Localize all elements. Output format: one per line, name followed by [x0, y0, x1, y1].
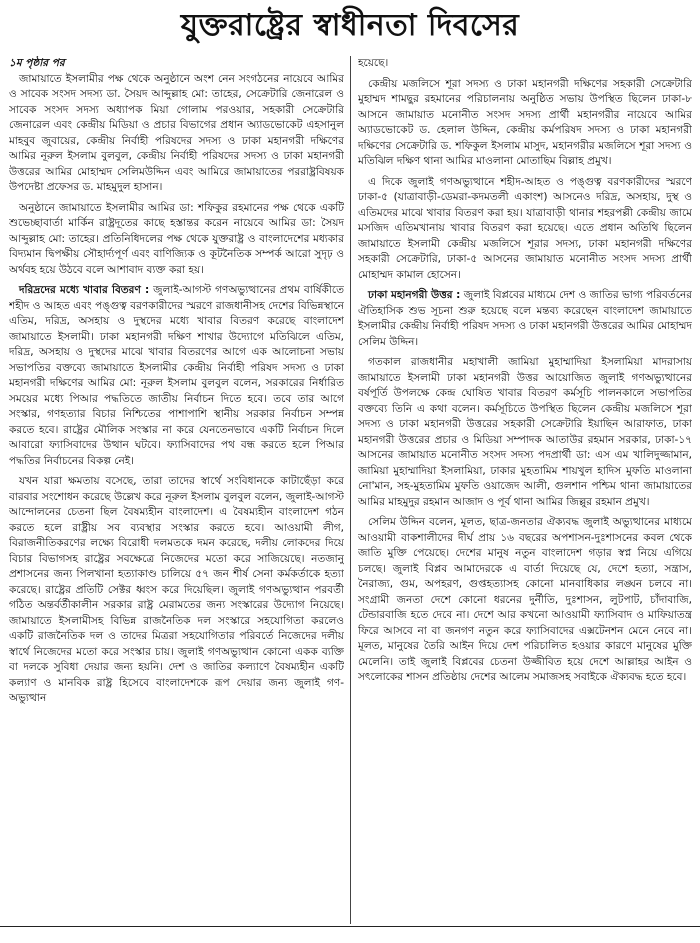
paragraph	[9, 283, 344, 469]
paragraph: কেন্দ্রীয় মজলিসে শূরা সদস্য ও ঢাকা মহানগরী দক্ষিণের সহকারী সেক্রেটারি মুহাম্মদ শামছুর রহমানের পরিচালনায় অনুষ্ঠিত সভায় উপস্থিত ছিলেন ঢাকা-৮ আসনে জামায়াত মনোনীত সংসদ সদস্য প্রার্থী মহানগরীর নায়েবে আমির অ্যাডভোকেট ড. হেলাল উদ্দিন, কেন্দ্রীয় কর্মপরিষদ সদস্য ও ঢাকা মহানগরী দক্ষিণের সেক্রেটারি ড. শফিকুল ইসলাম মাসুদ, মহানগরীর মজলিসে শূরা সদস্য ও মতিঝিল দক্ষিণ থানা আমির মাওলানা মোতাছিম বিল্লাহ প্রমুখ।	[358, 77, 692, 167]
paragraph	[358, 288, 692, 350]
column-divider	[350, 56, 351, 924]
left-column	[9, 56, 344, 924]
paragraph: জামায়াতে ইসলামীর পক্ষ থেকে অনুষ্ঠানে অংশ নেন সংগঠনের নায়েবে আমির ও সাবেক সংসদ সদস্য ডা. সৈয়দ আব্দুল্লাহ মো: তাহের, সেক্রেটারি জেনারেল ও সাবেক সংসদ সদস্য অধ্যাপক মিয়া গোলাম পরওয়ার, সহকারী সেক্রেটারি জেনারেল এবং কেন্দ্রীয় মিডিয়া ও প্রচার বিভাগের প্রধান অ্যাডভোকেট এহসানুল মাহবুব জুবায়ের, কেন্দ্রীয় নির্বাহী পরিষদের সদস্য ও ঢাকা মহানগরী দক্ষিণের আমির নূরুল ইসলাম বুলবুল, কেন্দ্রীয় নির্বাহী পরিষদের সদস্য ও ঢাকা মহানগরী উত্তরের আমির মোহাম্মদ সেলিমউদ্দিন এবং আমিরে জামায়াতের পররাষ্ট্রবিষয়ক উপদেষ্টা প্রফেসর ড. মাহমুদুল হাসান।	[9, 72, 344, 193]
paragraph: অনুষ্ঠানে জামায়াতে ইসলামীর আমির ডা: শফিকুর রহমানের পক্ষ থেকে একটি শুভেচ্ছাবার্তা মার্কিন রাষ্ট্রদূতের কাছে হস্তান্তর করেন নায়েবে আমির ডা: সৈয়দ আব্দুল্লাহ মো: তাহের। প্রতিনিধিদলের পক্ষ থেকে যুক্তরাষ্ট্র ও বাংলাদেশের মধ্যকার বিদ্যমান দ্বিপক্ষীয় সৌহার্দ্যপূর্ণ এবং বাণিজ্যিক ও কূটনৈতিক সম্পর্ক আরো সুদৃঢ় ও অর্থবহ হয়ে উঠবে বলে আশাবাদ ব্যক্ত করা হয়।	[9, 201, 344, 276]
subheading-food-distribution: দরিদ্রদের মধ্যে খাবার বিতরণ :	[19, 284, 150, 296]
paragraph: এ দিকে জুলাই গণঅভ্যুত্থানে শহীদ-আহত ও পঙ্গুত্ব বরণকারীদের স্মরণে ঢাকা-৫ (যাত্রাবাড়ী-ডেমরা-কদমতলী একাংশ) আসনেও দরিদ্র, অসহায়, দুস্থ ও এতিমদের মাঝে খাবার বিতরণ করা হয়। যাত্রাবাড়ী থানার শহরপল্লী কেন্দ্রীয় জামে মসজিদ এতিমখানায় খাবার বিতরণ করা হয়েছে। এতে প্রধান অতিথি ছিলেন জামায়াতে ইসলামী কেন্দ্রীয় মজলিসে শূরার সদস্য, ঢাকা মহানগরী দক্ষিণের সহকারী সেক্রেটারি, ঢাকা-৫ আসনের জামায়াত মনোনীত সংসদ সদস্য প্রার্থী মোহাম্মদ কামাল হোসেন।	[358, 175, 692, 281]
paragraph-text: জুলাই বিপ্লবের মাধ্যমে দেশ ও জাতির ভাগ্য পরিবর্তনের ঐতিহাসিক শুভ সূচনা শুরু হয়েছে বলে মন্তব্য করেছেন বাংলাদেশ জামায়াতে ইসলামীর কেন্দ্রীয় নির্বাহী পরিষদ সদস্য ও ঢাকা মহানগরী উত্তরের আমির মোহাম্মদ সেলিম উদ্দিন।	[358, 289, 692, 348]
paragraph: হয়েছে।	[358, 57, 389, 69]
paragraph-text: জুলাই-আগস্ট গণঅভ্যুত্থানের প্রথম বার্ষিকীতে শহীদ ও আহত এবং পঙ্গুত্ব বরণকারীদের স্মরণে রাজধানীসহ দেশের বিভিন্নস্থানে এতিম, দরিদ্র, অসহায় ও দুস্থদের মধ্যে খাবার বিতরণ করেছে বাংলাদেশ জামায়াতে ইসলামী। ঢাকা মহানগরী দক্ষিণ শাখার উদ্যোগে মতিঝিলে এতিম, দরিদ্র, অসহায় ও দুস্থদের মাঝে খাবার বিতরণের আগে এক আলোচনা সভায় সভাপতির বক্তব্যে জামায়াতে ইসলামীর কেন্দ্রীয় নির্বাহী পরিষদ সদস্য ও ঢাকা মহানগরী দক্ষিণের আমির মো: নূরুল ইসলাম বুলবুল বলেন, সরকারের নির্ধারিত সময়ের মধ্যে পিআর পদ্ধতিতে জাতীয় নির্বাচন দিতে হবে। তবে তার আগে সংস্কার, গণহত্যার বিচার নিশ্চিতের পাশাপাশি স্থানীয় সরকার নির্বাচন সম্পন্ন করতে হবে। রাষ্ট্রের মৌলিক সংস্কার না করে যেনতেনভাবে একটি নির্বাচন দিলে আবারো ফ্যাসিবাদের উত্থান ঘটবে। ফ্যাসিবাদের পথ বন্ধ করতে হলে পিআর পদ্ধতির নির্বাচনের বিকল্প নেই।	[9, 284, 344, 467]
headline: যুক্তরাষ্ট্রের স্বাধীনতা দিবসের	[180, 8, 520, 43]
subheading-dhaka-north: ঢাকা মহানগরী উত্তর :	[368, 289, 461, 301]
footer-rule	[0, 926, 700, 943]
paragraph: গতকাল রাজধানীর মহাখালী জামিয়া মুহাম্মাদিয়া ইসলামিয়া মাদরাসায় জামায়াতে ইসলামী ঢাকা মহানগরী উত্তর আয়োজিত জুলাই গণঅভ্যুত্থানের বর্ষপূর্তি উপলক্ষে কেন্দ্র ঘোষিত খাবার বিতরণ কর্মসূচি পালনকালে সভাপতির বক্তব্যে তিনি এ কথা বলেন। কর্মসূচিতে উপস্থিত ছিলেন কেন্দ্রীয় মজলিসে শূরা সদস্য ও ঢাকা মহানগরী উত্তরের সহকারী সেক্রেটারি ইয়াছিন আরাফাত, ঢাকা মহানগরী উত্তরের প্রচার ও মিডিয়া সম্পাদক আতাউর রহমান সরকার, ঢাকা-১৭ আসনের জামায়াত মনোনীত সংসদ সদস্য পদপ্রার্থী ডা: এস এম খালিদুজ্জামান, জামিয়া মুহাম্মাদিয়া ইসলামিয়া, ঢাকার মুহতামিম শায়খুল হাদিস মুফতি মাওলানা নো'মান, সহ-মুহতামিম মুফতি ওয়াজেদ আলী, গুলশান পশ্চিম থানা জামায়াতের আমির মাহমুদুর রহমান আজাদ ও পূর্ব থানা আমির জিল্লুর রহমান প্রমুখ।	[358, 356, 692, 508]
continued-from-page: ১ম পৃষ্ঠার পর	[9, 57, 65, 69]
paragraph: যখন যারা ক্ষমতায় বসেছে, তারা তাদের স্বার্থে সংবিধানকে কাটাছেঁড়া করে বারবার সংশোধন করেছে উল্লেখ করে নূরুল ইসলাম বুলবুল বলেন, জুলাই-আগস্ট আন্দোলনের চেতনা ছিল বৈষম্যহীন বাংলাদেশ। এ বৈষম্যহীন বাংলাদেশ গঠন করতে হলে রাষ্ট্রীয় সব ব্যবস্থার সংস্কার করতে হবে। আওয়ামী লীগ, বিরাজনীতিকরণের লক্ষ্যে বিরোধী দলমতকে দমন করেছে, দলীয় লোকদের দিয়ে বিচার বিভাগসহ রাষ্ট্রের সবক্ষেত্রে নিজেদের মতো করে সাজিয়েছে। নতজানু প্রশাসনের জন্য পিলখানা হত্যাকাণ্ড চালিয়ে ৫৭ জন শীর্ষ সেনা কর্মকর্তাকে হত্যা করেছে। রাষ্ট্রের প্রতিটি সেক্টর ধ্বংস করে দিয়েছিল। জুলাই গণঅভ্যুত্থান পরবর্তী গঠিত অন্তর্বর্তীকালীন সরকার রাষ্ট্র মেরামতের জন্য সংস্কারের উদ্যোগ নিয়েছে। জামায়াতে ইসলামীসহ বিভিন্ন রাজনৈতিক দল সংস্কারে সহযোগিতা করলেও একটি রাজনৈতিক দল ও তাদের মিত্ররা সহযোগিতার পরিবর্তে নিজেদের দলীয় স্বার্থে নিজেদের মতো করে সংস্কার চায়। জুলাই গণঅভ্যুত্থান কোনো একক ব্যক্তি বা দলকে সুবিধা দেয়ার জন্য হয়নি। দেশ ও জাতির কল্যাণে বৈষম্যহীন একটি কল্যাণ ও মানবিক রাষ্ট্র হিসেবে বাংলাদেশকে রূপ দেয়ার জন্য জুলাই গণ-অভ্যুত্থান	[9, 475, 344, 704]
continued-label	[9, 56, 344, 72]
paragraph: সেলিম উদ্দিন বলেন, মূলত, ছাত্র-জনতার ঐক্যবদ্ধ জুলাই অভ্যুত্থানের মাধ্যমে আওয়ামী বাকশালীদের দীর্ঘ প্রায় ১৬ বছরের অপশাসন-দুঃশাসনের কবল থেকে জাতি মুক্তি পেয়েছে। দেশের মানুষ নতুন বাংলাদেশ গড়ার স্বপ্ন নিয়ে এগিয়ে চলছে। জুলাই বিপ্লব আমাদেরকে এ বার্তা দিয়েছে যে, দেশে হত্যা, সন্ত্রাস, নৈরাজ্য, গুম, অপহরণ, গুপ্তহত্যাসহ কোনো মানবাধিকার লঙ্ঘন চলবে না। সংগ্রামী জনতা দেশে কোনো ধরনের দুর্নীতি, দুঃশাসন, লুটপাট, চাঁদাবাজি, টেন্ডারবাজি হতে দেবে না। দেশে আর কখনো আওয়ামী ফ্যাসিবাদ ও মাফিয়াতন্ত্র ফিরে আসবে না বা জনগণ নতুন করে ফ্যাসিবাদের এক্সটেনশন মেনে নেবে না। মূলত, মানুষের তৈরি আইন দিয়ে দেশ পরিচালিত হওয়ার কারণে মানুষের মুক্তি মেলেনি। তাই জুলাই বিপ্লবের চেতনা উজ্জীবিত হয়ে দেশে আল্লাহর আইন ও সৎলোকের শাসন প্রতিষ্ঠায় দেশের আলেম সমাজসহ সবাইকে ঐক্যবদ্ধ হতে হবে।	[358, 516, 692, 683]
right-column	[358, 56, 692, 924]
